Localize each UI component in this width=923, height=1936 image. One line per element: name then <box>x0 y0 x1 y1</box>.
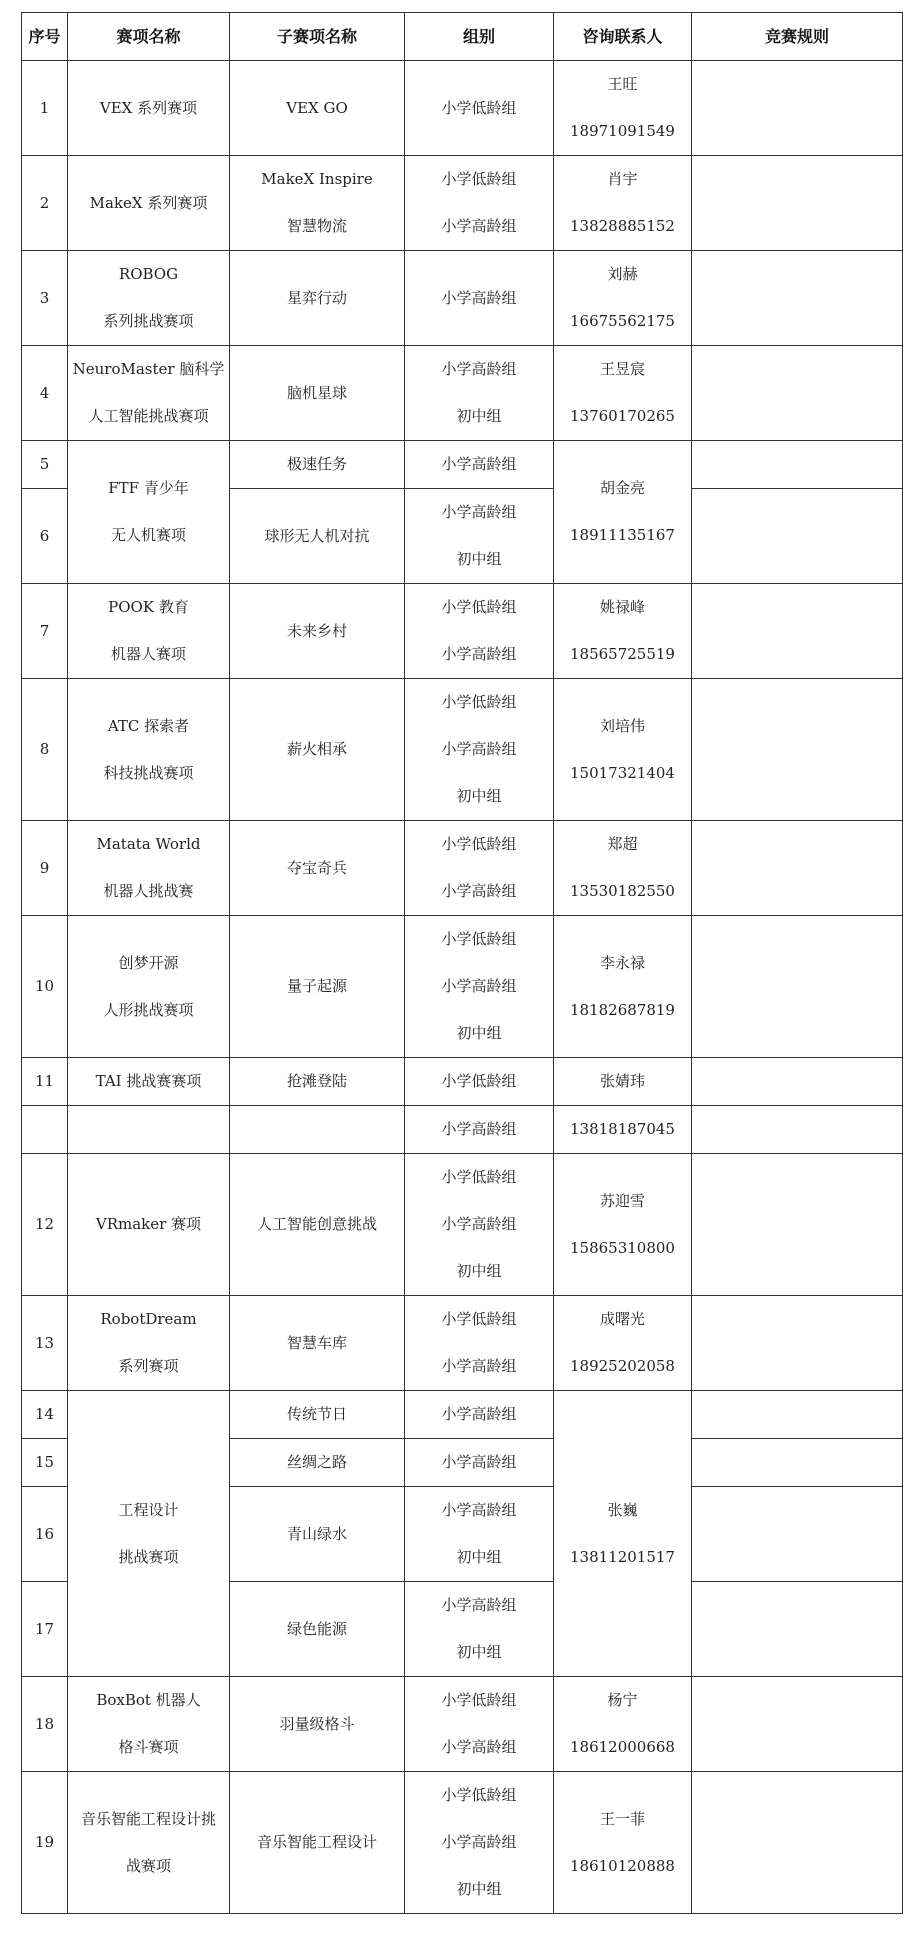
group-cell: 小学低龄组 <box>405 1058 554 1106</box>
seq-cell: 19 <box>22 1772 68 1914</box>
sub-event-cell: 薪火相承 <box>230 679 405 821</box>
sub-event-cell: 星弈行动 <box>230 251 405 346</box>
competition-table <box>21 12 903 1914</box>
event-cell: FTF 青少年 无人机赛项 <box>68 441 230 584</box>
sub-event-cell: 传统节日 <box>230 1391 405 1439</box>
seq-cell: 16 <box>22 1487 68 1582</box>
header-rules: 竞赛规则 <box>692 13 903 61</box>
group-cell: 小学低龄组 小学高龄组 <box>405 584 554 679</box>
group-cell: 小学低龄组 小学高龄组 初中组 <box>405 1772 554 1914</box>
header-event: 赛项名称 <box>68 13 230 61</box>
seq-cell: 9 <box>22 821 68 916</box>
rules-cell <box>692 1439 903 1487</box>
group-cell: 小学高龄组 <box>405 1106 554 1154</box>
table-row <box>22 441 903 489</box>
rules-cell <box>692 1487 903 1582</box>
group-cell: 小学低龄组 小学高龄组 <box>405 156 554 251</box>
rules-cell <box>692 346 903 441</box>
event-cell: VRmaker 赛项 <box>68 1154 230 1296</box>
contact-cell: 张巍 13811201517 <box>554 1391 692 1677</box>
table-row <box>22 1154 903 1296</box>
rules-cell <box>692 1772 903 1914</box>
seq-cell: 1 <box>22 61 68 156</box>
group-cell: 小学高龄组 初中组 <box>405 1487 554 1582</box>
seq-cell: 7 <box>22 584 68 679</box>
sub-event-cell: 音乐智能工程设计 <box>230 1772 405 1914</box>
table-row <box>22 251 903 346</box>
table-row <box>22 346 903 441</box>
event-cell: 工程设计 挑战赛项 <box>68 1391 230 1677</box>
group-cell: 小学低龄组 小学高龄组 <box>405 821 554 916</box>
sub-event-cell: 抢滩登陆 <box>230 1058 405 1106</box>
table-row <box>22 1058 903 1106</box>
event-cell: NeuroMaster 脑科学 人工智能挑战赛项 <box>68 346 230 441</box>
table-row <box>22 1772 903 1914</box>
group-cell: 小学低龄组 小学高龄组 <box>405 1296 554 1391</box>
rules-cell <box>692 1106 903 1154</box>
table-row <box>22 679 903 821</box>
table-row <box>22 1677 903 1772</box>
rules-cell <box>692 1154 903 1296</box>
group-cell: 小学高龄组 初中组 <box>405 346 554 441</box>
table-row <box>22 1106 903 1154</box>
event-cell: ATC 探索者 科技挑战赛项 <box>68 679 230 821</box>
table-row <box>22 61 903 156</box>
contact-cell: 成曙光 18925202058 <box>554 1296 692 1391</box>
table-row <box>22 584 903 679</box>
rules-cell <box>692 489 903 584</box>
seq-cell: 15 <box>22 1439 68 1487</box>
contact-cell: 肖宇 13828885152 <box>554 156 692 251</box>
seq-cell: 2 <box>22 156 68 251</box>
sub-event-cell: 丝绸之路 <box>230 1439 405 1487</box>
contact-cell: 张婧玮 <box>554 1058 692 1106</box>
group-cell: 小学高龄组 <box>405 1439 554 1487</box>
event-cell: MakeX 系列赛项 <box>68 156 230 251</box>
event-cell: 创梦开源 人形挑战赛项 <box>68 916 230 1058</box>
header-contact: 咨询联系人 <box>554 13 692 61</box>
table-row <box>22 1296 903 1391</box>
group-cell: 小学低龄组 小学高龄组 初中组 <box>405 679 554 821</box>
table-row <box>22 156 903 251</box>
sub-event-cell: 羽量级格斗 <box>230 1677 405 1772</box>
sub-event-cell: 夺宝奇兵 <box>230 821 405 916</box>
rules-cell <box>692 1058 903 1106</box>
rules-cell <box>692 1582 903 1677</box>
contact-cell: 13818187045 <box>554 1106 692 1154</box>
table-row <box>22 821 903 916</box>
contact-cell: 王昱宸 13760170265 <box>554 346 692 441</box>
contact-cell: 刘赫 16675562175 <box>554 251 692 346</box>
event-cell: 音乐智能工程设计挑 战赛项 <box>68 1772 230 1914</box>
seq-cell: 11 <box>22 1058 68 1106</box>
sub-event-cell: 未来乡村 <box>230 584 405 679</box>
header-group: 组别 <box>405 13 554 61</box>
sub-event-cell: 智慧车库 <box>230 1296 405 1391</box>
rules-cell <box>692 584 903 679</box>
contact-cell: 杨宁 18612000668 <box>554 1677 692 1772</box>
seq-cell: 17 <box>22 1582 68 1677</box>
group-cell: 小学低龄组 小学高龄组 初中组 <box>405 916 554 1058</box>
rules-cell <box>692 1296 903 1391</box>
rules-cell <box>692 1391 903 1439</box>
sub-event-cell: 极速任务 <box>230 441 405 489</box>
seq-cell: 14 <box>22 1391 68 1439</box>
sub-event-cell: 脑机星球 <box>230 346 405 441</box>
sub-event-cell: 绿色能源 <box>230 1582 405 1677</box>
event-cell: RobotDream 系列赛项 <box>68 1296 230 1391</box>
group-cell: 小学高龄组 <box>405 441 554 489</box>
seq-cell: 13 <box>22 1296 68 1391</box>
event-cell: BoxBot 机器人 格斗赛项 <box>68 1677 230 1772</box>
sub-event-cell: 量子起源 <box>230 916 405 1058</box>
seq-cell: 8 <box>22 679 68 821</box>
group-cell: 小学高龄组 <box>405 251 554 346</box>
rules-cell <box>692 251 903 346</box>
event-cell <box>68 1106 230 1154</box>
event-cell: POOK 教育 机器人赛项 <box>68 584 230 679</box>
seq-cell: 18 <box>22 1677 68 1772</box>
event-cell: Matata World 机器人挑战赛 <box>68 821 230 916</box>
group-cell: 小学低龄组 <box>405 61 554 156</box>
group-cell: 小学高龄组 初中组 <box>405 1582 554 1677</box>
rules-cell <box>692 1677 903 1772</box>
header-sub-event: 子赛项名称 <box>230 13 405 61</box>
rules-cell <box>692 821 903 916</box>
group-cell: 小学高龄组 <box>405 1391 554 1439</box>
rules-cell <box>692 679 903 821</box>
sub-event-cell: VEX GO <box>230 61 405 156</box>
seq-cell: 4 <box>22 346 68 441</box>
contact-cell: 郑超 13530182550 <box>554 821 692 916</box>
sub-event-cell: 人工智能创意挑战 <box>230 1154 405 1296</box>
group-cell: 小学低龄组 小学高龄组 <box>405 1677 554 1772</box>
rules-cell <box>692 916 903 1058</box>
group-cell: 小学高龄组 初中组 <box>405 489 554 584</box>
contact-cell: 李永禄 18182687819 <box>554 916 692 1058</box>
seq-cell: 6 <box>22 489 68 584</box>
sub-event-cell: 青山绿水 <box>230 1487 405 1582</box>
contact-cell: 苏迎雪 15865310800 <box>554 1154 692 1296</box>
table-row <box>22 1391 903 1439</box>
table-row <box>22 916 903 1058</box>
contact-cell: 刘培伟 15017321404 <box>554 679 692 821</box>
event-cell: TAI 挑战赛赛项 <box>68 1058 230 1106</box>
header-seq: 序号 <box>22 13 68 61</box>
contact-cell: 姚禄峰 18565725519 <box>554 584 692 679</box>
seq-cell: 3 <box>22 251 68 346</box>
seq-cell <box>22 1106 68 1154</box>
seq-cell: 12 <box>22 1154 68 1296</box>
event-cell: ROBOG 系列挑战赛项 <box>68 251 230 346</box>
group-cell: 小学低龄组 小学高龄组 初中组 <box>405 1154 554 1296</box>
event-cell: VEX 系列赛项 <box>68 61 230 156</box>
contact-cell: 胡金亮 18911135167 <box>554 441 692 584</box>
sub-event-cell <box>230 1106 405 1154</box>
contact-cell: 王一菲 18610120888 <box>554 1772 692 1914</box>
rules-cell <box>692 156 903 251</box>
header-row <box>22 13 903 61</box>
contact-cell: 王旺 18971091549 <box>554 61 692 156</box>
seq-cell: 10 <box>22 916 68 1058</box>
sub-event-cell: MakeX Inspire 智慧物流 <box>230 156 405 251</box>
seq-cell: 5 <box>22 441 68 489</box>
sub-event-cell: 球形无人机对抗 <box>230 489 405 584</box>
rules-cell <box>692 441 903 489</box>
rules-cell <box>692 61 903 156</box>
